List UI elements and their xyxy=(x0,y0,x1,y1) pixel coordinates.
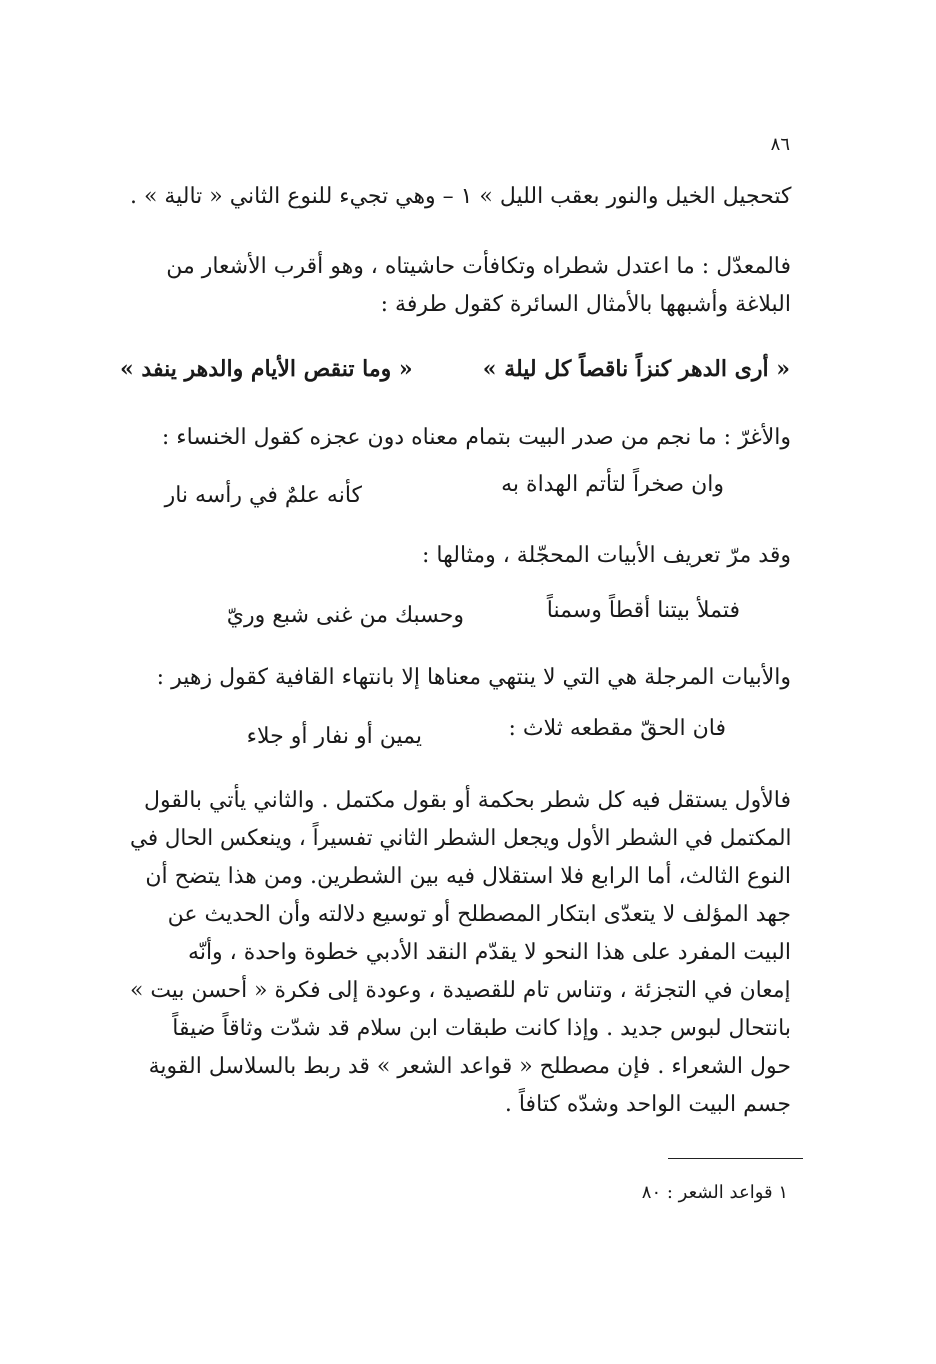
paragraph-muhajjala: وقد مرّ تعريف الأبيات المحجّلة ، ومثالها : xyxy=(422,543,791,568)
closing-paragraph-line-1: فالأول يستقل فيه كل شطر بحكمة أو بقول مكتمل . والثاني يأتي بالقول xyxy=(144,788,791,813)
verse-muhajjala-second-hemistich: وحسبك من غنى شبع وريّ xyxy=(226,603,464,628)
closing-paragraph-line-4: جهد المؤلف لا يتعدّى ابتكار المصطلح أو توسيع دلالته وأن الحديث عن xyxy=(167,902,791,927)
verse-muhajjala-first-hemistich: فتملأ بيتنا أقطاً وسمناً xyxy=(546,598,740,623)
paragraph-aghar: والأغرّ : ما نجم من صدر البيت بتمام معناه دون عجزه كقول الخنساء : xyxy=(161,425,791,450)
footnote: ١ قواعد الشعر : ٨٠ xyxy=(641,1182,788,1203)
closing-paragraph-line-9: جسم البيت الواحد وشدّه كتافاً . xyxy=(504,1092,791,1117)
verse-tarafa-second-hemistich: « وما تنقص الأيام والدهر ينفد » xyxy=(120,356,413,382)
footnote-divider xyxy=(668,1158,803,1159)
closing-paragraph-line-8: حول الشعراء . فإن مصطلح « قواعد الشعر » قد ربط بالسلاسل القوية xyxy=(148,1054,791,1079)
paragraph-moatadil-line-2: البلاغة وأشبهها بالأمثال السائرة كقول طرفة : xyxy=(380,292,791,317)
closing-paragraph-line-6: إمعان في التجزئة ، وتناس تام للقصيدة ، وعودة إلى فكرة « أحسن بيت » xyxy=(130,978,791,1003)
verse-zuhair-second-hemistich: يمين أو نفار أو جلاء xyxy=(246,724,422,749)
paragraph-murajjala: والأبيات المرجلة هي التي لا ينتهي معناها إلا بانتهاء القافية كقول زهير : xyxy=(156,665,791,690)
verse-tarafa-first-hemistich: « أرى الدهر كنزاً ناقصاً كل ليلة » xyxy=(482,356,790,382)
closing-paragraph-line-5: البيت المفرد على هذا النحو لا يقدّم النقد الأدبي خطوة واحدة ، وأنّه xyxy=(188,940,791,965)
paragraph-moatadil-line-1: فالمعدّل : ما اعتدل شطراه وتكافأت حاشيتاه ، وهو أقرب الأشعار من xyxy=(166,254,791,279)
closing-paragraph-line-7: بانتحال لبوس جديد . وإذا كانت طبقات ابن سلام قد شدّت وثاقاً ضيقاً xyxy=(172,1016,791,1041)
page-number: ٨٦ xyxy=(770,134,790,155)
verse-khansa-first-hemistich: وان صخراً لتأتم الهداة به xyxy=(501,472,724,497)
text-line-1: كتحجيل الخيل والنور بعقب الليل » ١ – وهي تجيء للنوع الثاني « تالية » . xyxy=(129,184,791,209)
verse-khansa-second-hemistich: كأنه علمٌ في رأسه نار xyxy=(164,483,362,508)
closing-paragraph-line-2: المكتمل في الشطر الأول ويجعل الشطر الثاني تفسيراً ، وينعكس الحال في xyxy=(129,826,791,851)
closing-paragraph-line-3: النوع الثالث، أما الرابع فلا استقلال فيه بين الشطرين. ومن هذا يتضح أن xyxy=(145,864,791,889)
verse-zuhair-first-hemistich: فان الحقّ مقطعه ثلاث : xyxy=(508,716,726,741)
